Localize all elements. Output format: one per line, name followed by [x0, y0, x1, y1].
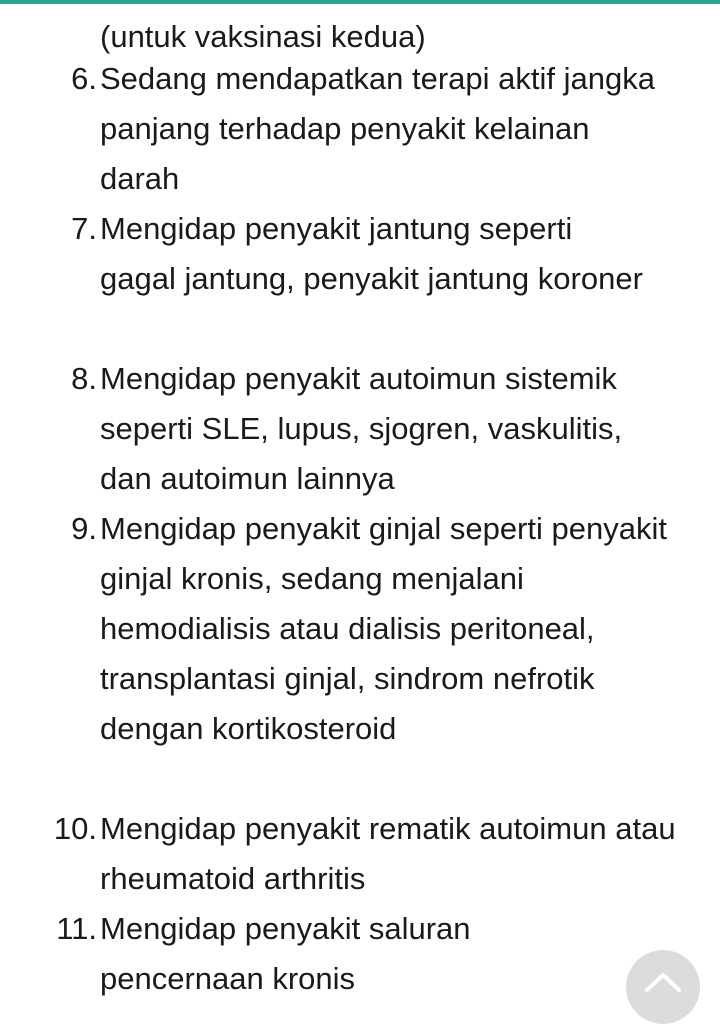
- continuation-text: (untuk vaksinasi kedua): [100, 19, 426, 54]
- list-item-number: 8.: [71, 361, 97, 396]
- list-item-text: Mengidap penyakit autoimun sistemik seperti SLE, lupus, sjogren, vaskulitis, dan autoimun lainnya: [100, 361, 623, 496]
- list-item-number: 9.: [71, 511, 97, 546]
- list-item-number: 11.: [56, 911, 97, 946]
- scroll-to-top-button[interactable]: [626, 950, 700, 1024]
- chevron-up-icon: [643, 970, 683, 994]
- list-item-10: [0, 804, 720, 904]
- top-accent-bar: [0, 0, 720, 4]
- list-item-7: [0, 204, 720, 354]
- list-item-text: Mengidap penyakit ginjal seperti penyakit ginjal kronis, sedang menjalani hemodialisis atau dialisis peritoneal, transplantasi ginjal, sindrom nefrotik dengan kortikosteroid: [100, 511, 667, 746]
- list-item-number: 6.: [71, 61, 97, 96]
- list-item-number: 7.: [71, 211, 97, 246]
- list-item-11: [0, 904, 720, 1004]
- list-item-text: Mengidap penyakit saluran pencernaan kronis: [100, 911, 471, 996]
- list-item-9: [0, 504, 720, 804]
- list-item-number: 10.: [53, 811, 97, 846]
- list-item-8: [0, 354, 720, 504]
- list-item-text: Mengidap penyakit jantung seperti gagal jantung, penyakit jantung koroner: [100, 211, 643, 296]
- list-item-6: [0, 54, 720, 204]
- list-item-text: Mengidap penyakit rematik autoimun atau rheumatoid arthritis: [100, 811, 676, 896]
- list-item-text: Sedang mendapatkan terapi aktif jangka panjang terhadap penyakit kelainan darah: [100, 61, 655, 196]
